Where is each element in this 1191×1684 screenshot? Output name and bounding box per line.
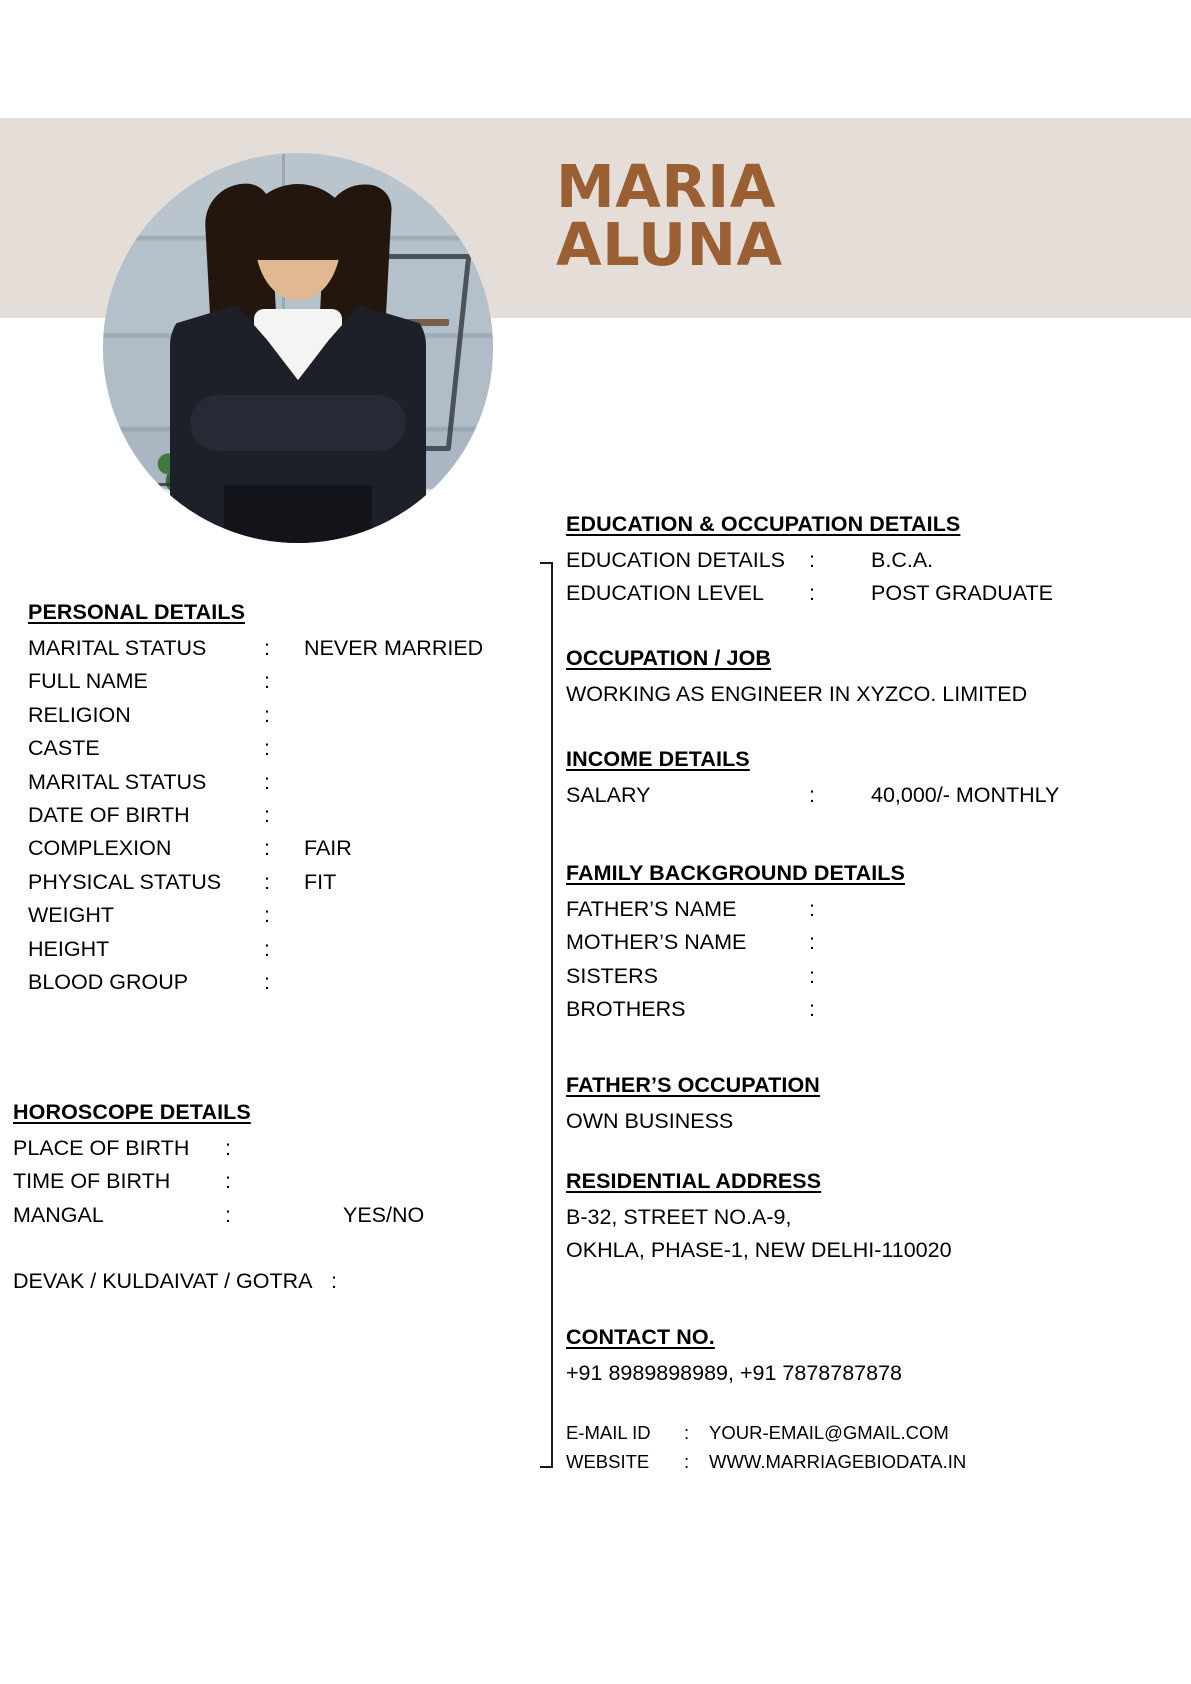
row-colon: : bbox=[264, 869, 270, 894]
row-colon: : bbox=[225, 1169, 231, 1194]
table-row bbox=[28, 699, 483, 732]
devak-kuldaivat-gotra-row bbox=[13, 1265, 361, 1298]
row-label: SALARY bbox=[566, 783, 651, 807]
row-label: DEVAK / KULDAIVAT / GOTRA bbox=[13, 1269, 313, 1293]
row-label: EDUCATION DETAILS bbox=[566, 548, 786, 572]
person-arms bbox=[190, 395, 406, 451]
row-value: 40,000/- MONTHLY bbox=[871, 783, 1060, 807]
photo-inner bbox=[103, 153, 493, 543]
table-row bbox=[28, 966, 483, 999]
table-row bbox=[28, 933, 483, 966]
row-label: CASTE bbox=[28, 736, 100, 761]
profile-photo bbox=[103, 153, 493, 543]
row-label: COMPLEXION bbox=[28, 836, 172, 861]
row-colon: : bbox=[809, 897, 815, 921]
row-colon: : bbox=[809, 963, 815, 988]
column-divider bbox=[551, 562, 553, 1468]
row-colon: : bbox=[264, 803, 270, 828]
table-row bbox=[28, 832, 483, 865]
table-row bbox=[28, 799, 483, 832]
row-label: WEIGHT bbox=[28, 903, 114, 928]
table-row bbox=[28, 766, 483, 799]
row-label: DATE OF BIRTH bbox=[28, 803, 190, 828]
horoscope-details-heading: HOROSCOPE DETAILS bbox=[13, 1100, 251, 1124]
row-value: FIT bbox=[304, 869, 337, 894]
row-colon: : bbox=[264, 970, 270, 995]
row-label: HEIGHT bbox=[28, 936, 110, 961]
row-label: PLACE OF BIRTH bbox=[13, 1136, 190, 1160]
row-colon: : bbox=[264, 702, 270, 727]
row-colon: : bbox=[809, 548, 815, 572]
table-row bbox=[28, 866, 483, 899]
divider-cap-bottom bbox=[540, 1466, 553, 1468]
table-row bbox=[28, 732, 483, 765]
table-row bbox=[566, 1447, 966, 1476]
father-occupation-section bbox=[566, 1073, 820, 1138]
row-colon: : bbox=[809, 997, 815, 1022]
row-label: MOTHER’S NAME bbox=[566, 930, 747, 955]
row-colon: : bbox=[264, 769, 270, 794]
row-colon: : bbox=[264, 636, 270, 660]
row-label: SISTERS bbox=[566, 963, 658, 988]
income-details-heading: INCOME DETAILS bbox=[566, 747, 750, 771]
row-value: POST GRADUATE bbox=[871, 581, 1053, 606]
occupation-job-heading: OCCUPATION / JOB bbox=[566, 646, 772, 670]
residential-address-section bbox=[566, 1169, 952, 1268]
person-skirt bbox=[224, 485, 372, 544]
contact-number-section bbox=[566, 1325, 902, 1390]
father-occupation-text: OWN BUSINESS bbox=[566, 1109, 734, 1133]
candidate-name bbox=[556, 152, 1156, 279]
table-row bbox=[566, 993, 905, 1026]
contact-number-heading: CONTACT NO. bbox=[566, 1325, 715, 1349]
table-row bbox=[13, 1199, 424, 1232]
horoscope-details-section bbox=[13, 1100, 424, 1232]
residential-address-heading: RESIDENTIAL ADDRESS bbox=[566, 1169, 822, 1193]
table-row bbox=[566, 544, 1053, 577]
occupation-job-section bbox=[566, 646, 1027, 711]
row-colon: : bbox=[225, 1136, 231, 1160]
row-label: EDUCATION LEVEL bbox=[566, 581, 764, 606]
table-row bbox=[566, 960, 905, 993]
row-label: BLOOD GROUP bbox=[28, 970, 189, 995]
row-label: WEBSITE bbox=[566, 1451, 650, 1472]
table-row bbox=[13, 1132, 424, 1165]
row-value: B.C.A. bbox=[871, 548, 934, 572]
education-occupation-section bbox=[566, 512, 1053, 611]
row-label: FATHER’S NAME bbox=[566, 897, 737, 921]
name-line-first: MARIA bbox=[556, 152, 776, 221]
table-row bbox=[566, 577, 1053, 610]
row-colon: : bbox=[809, 581, 815, 606]
name-line-last: ALUNA bbox=[556, 209, 783, 279]
row-colon: : bbox=[331, 1269, 337, 1293]
row-colon: : bbox=[809, 783, 815, 807]
row-label: MARITAL STATUS bbox=[28, 769, 207, 794]
row-label: PHYSICAL STATUS bbox=[28, 869, 222, 894]
row-colon: : bbox=[264, 736, 270, 761]
income-details-section bbox=[566, 747, 1059, 812]
row-label: RELIGION bbox=[28, 702, 131, 727]
row-colon: : bbox=[264, 669, 270, 694]
row-colon: : bbox=[809, 930, 815, 955]
address-line-2: OKHLA, PHASE-1, NEW DELHI-110020 bbox=[566, 1238, 952, 1263]
footer-contact-section bbox=[566, 1418, 966, 1476]
address-line-1: B-32, STREET NO.A-9, bbox=[566, 1205, 792, 1229]
row-value: YES/NO bbox=[343, 1202, 425, 1227]
table-row bbox=[28, 665, 483, 698]
table-row bbox=[566, 893, 905, 926]
table-row bbox=[566, 1418, 966, 1447]
row-colon: : bbox=[264, 936, 270, 961]
row-value: FAIR bbox=[304, 836, 352, 861]
table-row bbox=[28, 899, 483, 932]
personal-details-heading: PERSONAL DETAILS bbox=[28, 600, 246, 624]
row-colon: : bbox=[225, 1202, 231, 1227]
row-value: NEVER MARRIED bbox=[304, 636, 484, 660]
table-row bbox=[566, 926, 905, 959]
table-row bbox=[13, 1165, 424, 1198]
row-label: TIME OF BIRTH bbox=[13, 1169, 171, 1194]
father-occupation-heading: FATHER’S OCCUPATION bbox=[566, 1073, 820, 1097]
website-value: WWW.MARRIAGEBIODATA.IN bbox=[709, 1451, 967, 1472]
family-background-heading: FAMILY BACKGROUND DETAILS bbox=[566, 861, 905, 885]
education-occupation-heading: EDUCATION & OCCUPATION DETAILS bbox=[566, 512, 961, 536]
row-label: FULL NAME bbox=[28, 669, 148, 694]
table-row bbox=[566, 779, 1059, 812]
row-colon: : bbox=[264, 903, 270, 928]
row-label: MARITAL STATUS bbox=[28, 636, 207, 660]
contact-numbers: +91 8989898989, +91 7878787878 bbox=[566, 1361, 902, 1385]
row-colon: : bbox=[264, 836, 270, 861]
row-colon: : bbox=[684, 1451, 690, 1472]
table-row bbox=[13, 1265, 361, 1298]
table-row bbox=[28, 632, 483, 665]
email-value: YOUR-EMAIL@GMAIL.COM bbox=[709, 1422, 949, 1443]
family-background-section bbox=[566, 861, 905, 1027]
row-colon: : bbox=[684, 1422, 690, 1443]
row-label: E-MAIL ID bbox=[566, 1422, 651, 1443]
occupation-job-text: WORKING AS ENGINEER IN XYZCO. LIMITED bbox=[566, 682, 1028, 706]
row-label: BROTHERS bbox=[566, 997, 686, 1022]
row-label: MANGAL bbox=[13, 1202, 104, 1227]
personal-details-section bbox=[28, 600, 483, 999]
